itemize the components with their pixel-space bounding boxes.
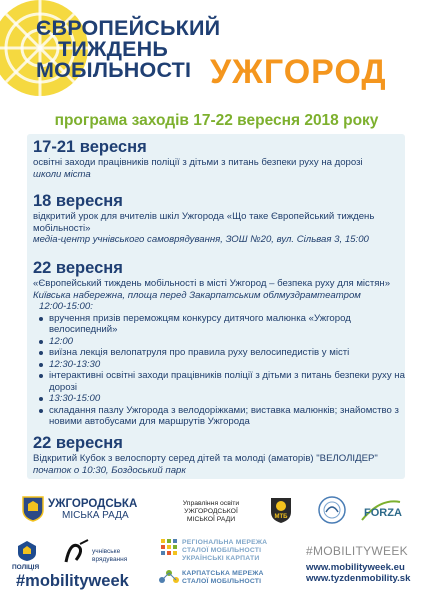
student-self-gov-line-2: врядування [92,555,128,563]
city-council-name-2: МІСЬКА РАДА [62,510,129,521]
activity-time: 12:00 [33,336,405,348]
mtb-label: МТБ [274,514,288,520]
activity-text: інтерактивні освітні заходи працівників поліції з дітьми з питань безпеки руху на дорозі [49,370,405,393]
hashtag-right: #MOBILITYWEEK [306,544,408,558]
section-date: 22 вересня [33,259,123,277]
activity-text: виїзна лекція велопатруля про правила руху велосипедистів у місті [49,347,350,358]
section-date: 18 вересня [33,192,123,210]
regional-network-line-2: СТАЛОЇ МОБІЛЬНОСТІ [182,547,262,554]
section-start-time: 12:00-15:00: [39,301,93,312]
list-item [33,370,405,393]
regional-network-text [182,539,267,563]
carpathian-network-line-2: СТАЛОЇ МОБІЛЬНОСТІ [182,578,262,585]
section-text: Відкритий Кубок з велоспорту серед дітей та молоді (аматорів) "ВЕЛОЛІДЕР" [33,453,378,464]
forza-label: FORZA [364,507,402,519]
education-dept-line-3: МІСЬКОЇ РАДИ [186,516,236,523]
city-council-name-1: УЖГОРОДСЬКА [48,498,138,510]
program-section-3 [33,259,405,428]
regional-network-icon [160,538,178,562]
activity-time: 12:30-13:30 [33,359,405,371]
list-item [33,313,405,336]
section-place: медіа-центр учнівського самоврядування, ЗОШ №20, вул. Сільвая 3, 15:00 [33,234,369,245]
student-self-gov-icon [62,538,92,566]
mtb-badge-icon [268,496,294,524]
event-title-line-3: МОБІЛЬНОСТІ [36,58,192,82]
city-crest-icon [22,496,44,522]
regional-network-line-3: УКРАЇНСЬКІ КАРПАТИ [182,555,260,562]
website-links [306,562,410,584]
event-title [36,18,220,81]
forza-logo-icon [360,496,416,524]
program-section-4 [33,434,405,476]
city-title: УЖГОРОД [210,53,387,91]
education-dept-logo [168,500,254,524]
carpathian-network-icon [158,568,180,586]
section-place: школи міста [33,168,91,180]
student-self-gov-logo [92,548,127,563]
list-item [33,405,405,428]
activity-list [33,313,405,428]
carpathian-network-text [182,570,264,586]
carpathian-network-line-1: КАРПАТСЬКА МЕРЕЖА [182,570,264,577]
activity-time: 13:30-15:00 [33,393,405,405]
hashtag-left: #mobilityweek [16,572,129,590]
activity-text: складання пазлу Ужгорода з велодоріжками; виставка малюнків; знайомство з новими автобусами для маршрутів Ужгорода [49,404,399,427]
section-place: початок о 10:30, Боздоський парк [33,464,186,476]
education-dept-line-1: Управління освіти [182,500,240,507]
education-dept-line-2: УЖГОРОДСЬКОЇ [184,508,238,515]
police-badge-icon [16,540,38,562]
round-emblem-icon [318,496,346,524]
police-label: ПОЛІЦІЯ [12,564,40,571]
section-date: 17-21 вересня [33,138,147,156]
student-self-gov-line-1: учнівське [92,548,121,555]
website-link-2[interactable]: www.tyzdenmobility.sk [306,573,411,584]
section-text: відкритий урок для вчителів шкіл Ужгорода «Що таке Європейський тиждень мобільності» [33,211,375,234]
activity-text: вручення призів переможцям конкурсу дитячого малюнка «Ужгород велосипедний» [49,312,351,335]
program-subtitle: програма заходів 17-22 вересня 2018 року [54,112,379,129]
website-link-1[interactable]: www.mobilityweek.eu [306,562,405,573]
event-title-line-2: ТИЖДЕНЬ [58,37,169,61]
section-place: Київська набережна, площа перед Закарпатським облмуздрамтеатром [33,289,361,301]
program-section-1 [33,138,405,180]
event-title-line-1: ЄВРОПЕЙСЬКИЙ [36,16,221,40]
partners-footer [0,488,433,600]
section-date: 22 вересня [33,434,123,452]
list-item [33,347,405,359]
header [0,0,433,112]
section-text: «Європейський тиждень мобільності в місті Ужгород – безпека руху для містян» [33,278,391,289]
regional-network-line-1: РЕГІОНАЛЬНА МЕРЕЖА [182,539,268,546]
city-council-logo [48,498,137,521]
section-text: освітні заходи працівників поліції з дітьми з питань безпеки руху на дорозі [33,157,363,168]
program-section-2 [33,192,405,246]
